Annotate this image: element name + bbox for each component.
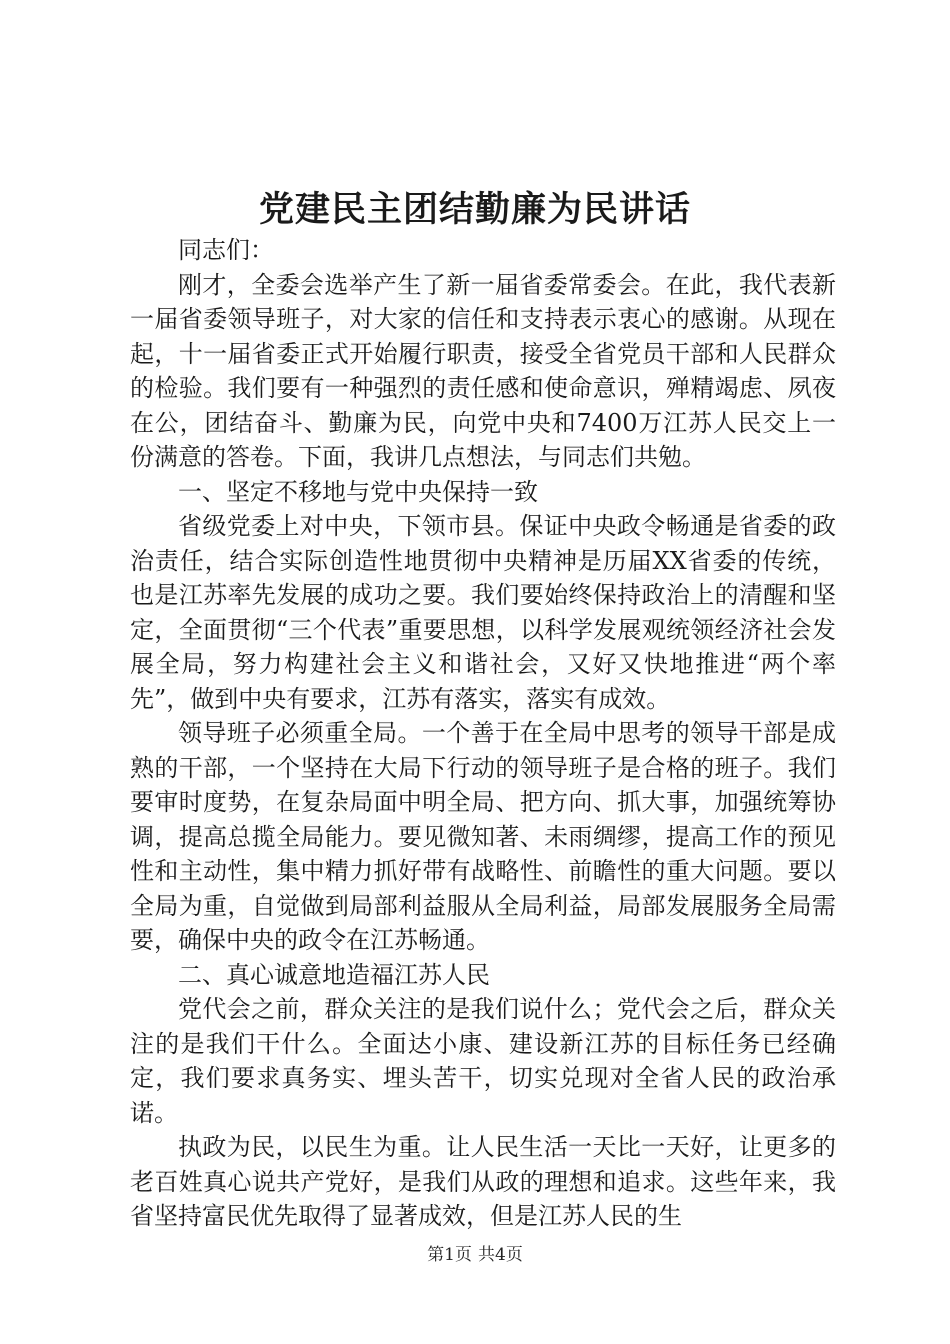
paragraph-intro: 刚才，全委会选举产生了新一届省委常委会。在此，我代表新一届省委领导班子，对大家的信任和支持表示衷心的感谢。从现在起，十一届省委正式开始履行职责，接受全省党员干部和人民群众的检验。我们要有一种强烈的责任感和使命意识，殚精竭虑、夙夜在公，团结奋斗、勤廉为民，向党中央和7400万江苏人民交上一份满意的答卷。下面，我讲几点想法，与同志们共勉。 (130, 270, 836, 471)
document-title: 党建民主团结勤廉为民讲话 (258, 189, 691, 230)
document-body (130, 233, 836, 1234)
page-number: 第1页 (427, 1245, 472, 1265)
salutation: 同志们： (178, 236, 274, 264)
section-heading-1: 一、坚定不移地与党中央保持一致 (178, 477, 538, 506)
paragraph-section2-b: 执政为民，以民生为重。让人民生活一天比一天好，让更多的老百姓真心说共产党好，是我们从政的理想和追求。这些年来，我省坚持富民优先取得了显著成效，但是江苏人民的生 (130, 1133, 836, 1230)
page-total: 共4页 (478, 1245, 523, 1265)
paragraph-section1-b: 领导班子必须重全局。一个善于在全局中思考的领导干部是成熟的干部，一个坚持在大局下行动的领导班子是合格的班子。我们要审时度势，在复杂局面中明全局、把方向、抓大事，加强统筹协调，提高总揽全局能力。要见微知著、未雨绸缪，提高工作的预见性和主动性，集中精力抓好带有战略性、前瞻性的重大问题。要以全局为重，自觉做到局部利益服从全局利益，局部发展服务全局需要，确保中央的政令在江苏畅通。 (130, 719, 836, 954)
page-footer (0, 1243, 950, 1267)
paragraph-section2-a: 党代会之前，群众关注的是我们说什么；党代会之后，群众关注的是我们干什么。全面达小康、建设新江苏的目标任务已经确定，我们要求真务实、埋头苦干，切实兑现对全省人民的政治承诺。 (130, 995, 836, 1127)
paragraph-section1-a: 省级党委上对中央，下领市县。保证中央政令畅通是省委的政治责任，结合实际创造性地贯彻中央精神是历届XX省委的传统，也是江苏率先发展的成功之要。我们要始终保持政治上的清醒和坚定，全面贯彻“三个代表”重要思想，以科学发展观统领经济社会发展全局，努力构建社会主义和谐社会，又好又快地推进“两个率先”，做到中央有要求，江苏有落实，落实有成效。 (130, 512, 836, 713)
section-heading-2: 二、真心诚意地造福江苏人民 (178, 960, 490, 989)
